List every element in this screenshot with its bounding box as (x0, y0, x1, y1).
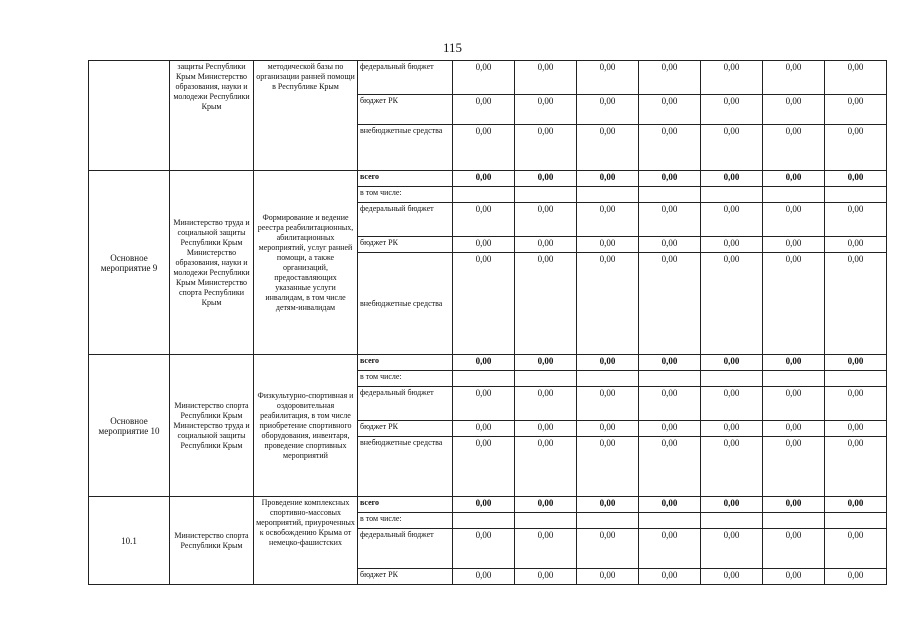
amount-cell: 0,00 (577, 497, 639, 513)
amount-cell: 0,00 (515, 529, 577, 569)
funding-source-label: федеральный бюджет (358, 529, 453, 569)
budget-table (88, 60, 887, 585)
amount-cell (825, 513, 887, 529)
amount-cell: 0,00 (825, 125, 887, 171)
amount-cell: 0,00 (515, 355, 577, 371)
amount-cell (763, 513, 825, 529)
table-row (89, 61, 887, 95)
amount-cell: 0,00 (763, 569, 825, 585)
amount-cell: 0,00 (763, 237, 825, 253)
amount-cell: 0,00 (515, 497, 577, 513)
amount-cell: 0,00 (453, 529, 515, 569)
amount-cell: 0,00 (701, 355, 763, 371)
amount-cell (515, 187, 577, 203)
amount-cell: 0,00 (515, 253, 577, 355)
amount-cell: 0,00 (515, 61, 577, 95)
amount-cell (701, 187, 763, 203)
amount-cell: 0,00 (701, 387, 763, 421)
amount-cell: 0,00 (577, 125, 639, 171)
amount-cell: 0,00 (825, 387, 887, 421)
amount-cell: 0,00 (515, 203, 577, 237)
activity-name (89, 61, 170, 171)
amount-cell: 0,00 (763, 253, 825, 355)
amount-cell (577, 187, 639, 203)
funding-source-label: бюджет РК (358, 95, 453, 125)
amount-cell: 0,00 (825, 529, 887, 569)
amount-cell: 0,00 (763, 203, 825, 237)
amount-cell: 0,00 (577, 355, 639, 371)
amount-cell: 0,00 (453, 497, 515, 513)
amount-cell: 0,00 (825, 253, 887, 355)
amount-cell: 0,00 (825, 171, 887, 187)
activity-description: методической базы по организации ранней помощи в Республике Крым (254, 61, 358, 171)
funding-source-label: бюджет РК (358, 237, 453, 253)
amount-cell: 0,00 (577, 171, 639, 187)
amount-cell: 0,00 (639, 569, 701, 585)
amount-cell: 0,00 (577, 437, 639, 497)
amount-cell: 0,00 (701, 237, 763, 253)
amount-cell: 0,00 (577, 421, 639, 437)
table-row (89, 497, 887, 513)
responsible-executor: защиты Республики Крым Министерство образования, науки и молодежи Республики Крым (170, 61, 254, 171)
amount-cell: 0,00 (639, 355, 701, 371)
amount-cell (701, 513, 763, 529)
amount-cell: 0,00 (453, 171, 515, 187)
amount-cell: 0,00 (639, 497, 701, 513)
activity-description: Формирование и ведение реестра реабилитационных, абилитационных мероприятий, услуг ранней помощи, а также организаций, предоставляющих указанные услуги инвалидам, в том числе детям-инвалидам (254, 171, 358, 355)
activity-name: Основное мероприятие 9 (89, 171, 170, 355)
amount-cell (639, 371, 701, 387)
amount-cell: 0,00 (515, 171, 577, 187)
funding-source-label: в том числе: (358, 371, 453, 387)
amount-cell: 0,00 (701, 569, 763, 585)
amount-cell: 0,00 (763, 95, 825, 125)
amount-cell: 0,00 (825, 569, 887, 585)
amount-cell: 0,00 (577, 253, 639, 355)
amount-cell: 0,00 (515, 95, 577, 125)
funding-source-label: федеральный бюджет (358, 387, 453, 421)
amount-cell: 0,00 (453, 95, 515, 125)
amount-cell (763, 371, 825, 387)
amount-cell: 0,00 (763, 437, 825, 497)
funding-source-label: федеральный бюджет (358, 203, 453, 237)
amount-cell (515, 513, 577, 529)
amount-cell: 0,00 (577, 529, 639, 569)
amount-cell: 0,00 (639, 203, 701, 237)
amount-cell: 0,00 (639, 95, 701, 125)
amount-cell: 0,00 (515, 437, 577, 497)
amount-cell: 0,00 (577, 387, 639, 421)
amount-cell: 0,00 (639, 171, 701, 187)
amount-cell: 0,00 (825, 95, 887, 125)
amount-cell: 0,00 (577, 61, 639, 95)
amount-cell: 0,00 (639, 237, 701, 253)
amount-cell: 0,00 (701, 497, 763, 513)
amount-cell: 0,00 (453, 253, 515, 355)
funding-source-label: внебюджетные средства (358, 437, 453, 497)
amount-cell: 0,00 (701, 421, 763, 437)
amount-cell: 0,00 (763, 125, 825, 171)
amount-cell: 0,00 (701, 203, 763, 237)
amount-cell: 0,00 (515, 237, 577, 253)
amount-cell: 0,00 (577, 203, 639, 237)
amount-cell: 0,00 (701, 95, 763, 125)
amount-cell (639, 513, 701, 529)
amount-cell (825, 187, 887, 203)
amount-cell: 0,00 (453, 203, 515, 237)
amount-cell: 0,00 (453, 387, 515, 421)
amount-cell: 0,00 (701, 529, 763, 569)
amount-cell: 0,00 (763, 497, 825, 513)
amount-cell (639, 187, 701, 203)
amount-cell: 0,00 (763, 529, 825, 569)
amount-cell: 0,00 (825, 421, 887, 437)
amount-cell: 0,00 (453, 437, 515, 497)
amount-cell: 0,00 (825, 497, 887, 513)
funding-source-label: бюджет РК (358, 569, 453, 585)
amount-cell: 0,00 (701, 125, 763, 171)
amount-cell (577, 513, 639, 529)
amount-cell: 0,00 (701, 253, 763, 355)
funding-source-label: в том числе: (358, 187, 453, 203)
funding-source-label: внебюджетные средства (358, 253, 453, 355)
amount-cell: 0,00 (825, 437, 887, 497)
amount-cell: 0,00 (763, 355, 825, 371)
amount-cell: 0,00 (577, 95, 639, 125)
amount-cell (763, 187, 825, 203)
activity-name: Основное мероприятие 10 (89, 355, 170, 497)
amount-cell (577, 371, 639, 387)
amount-cell: 0,00 (763, 421, 825, 437)
amount-cell: 0,00 (763, 171, 825, 187)
amount-cell: 0,00 (639, 125, 701, 171)
amount-cell: 0,00 (639, 61, 701, 95)
amount-cell (453, 187, 515, 203)
funding-source-label: федеральный бюджет (358, 61, 453, 95)
table-row (89, 355, 887, 371)
amount-cell: 0,00 (515, 125, 577, 171)
amount-cell: 0,00 (701, 437, 763, 497)
amount-cell: 0,00 (639, 437, 701, 497)
amount-cell: 0,00 (515, 387, 577, 421)
amount-cell: 0,00 (515, 569, 577, 585)
funding-source-label: внебюджетные средства (358, 125, 453, 171)
amount-cell: 0,00 (453, 355, 515, 371)
amount-cell: 0,00 (825, 237, 887, 253)
amount-cell: 0,00 (763, 387, 825, 421)
amount-cell: 0,00 (639, 387, 701, 421)
amount-cell: 0,00 (453, 569, 515, 585)
amount-cell: 0,00 (763, 61, 825, 95)
amount-cell: 0,00 (515, 421, 577, 437)
activity-description: Проведение комплексных спортивно-массовых мероприятий, приуроченных к освобождению Крыма от немецко-фашистских (254, 497, 358, 585)
responsible-executor: Министерство спорта Республики Крым Министерство труда и социальной защиты Республики Крым (170, 355, 254, 497)
activity-name: 10.1 (89, 497, 170, 585)
amount-cell (825, 371, 887, 387)
amount-cell: 0,00 (701, 171, 763, 187)
activity-description: Физкультурно-спортивная и оздоровительная реабилитация, в том числе приобретение спортивного оборудования, инвентаря, проведение спортивных мероприятий (254, 355, 358, 497)
amount-cell: 0,00 (825, 203, 887, 237)
funding-source-label: всего (358, 355, 453, 371)
responsible-executor: Министерство труда и социальной защиты Республики Крым Министерство образования, науки и молодежи Республики Крым Министерство спорта Республики Крым (170, 171, 254, 355)
amount-cell (515, 371, 577, 387)
funding-source-label: бюджет РК (358, 421, 453, 437)
amount-cell: 0,00 (453, 237, 515, 253)
page-number: 115 (442, 40, 463, 55)
amount-cell (453, 513, 515, 529)
table-row (89, 171, 887, 187)
funding-source-label: в том числе: (358, 513, 453, 529)
amount-cell (453, 371, 515, 387)
amount-cell: 0,00 (825, 355, 887, 371)
amount-cell: 0,00 (453, 61, 515, 95)
amount-cell (701, 371, 763, 387)
amount-cell: 0,00 (701, 61, 763, 95)
table-body (89, 61, 887, 585)
amount-cell: 0,00 (639, 529, 701, 569)
amount-cell: 0,00 (453, 421, 515, 437)
amount-cell: 0,00 (577, 569, 639, 585)
amount-cell: 0,00 (453, 125, 515, 171)
amount-cell: 0,00 (825, 61, 887, 95)
amount-cell: 0,00 (577, 237, 639, 253)
amount-cell: 0,00 (639, 253, 701, 355)
funding-source-label: всего (358, 171, 453, 187)
funding-source-label: всего (358, 497, 453, 513)
amount-cell: 0,00 (639, 421, 701, 437)
responsible-executor: Министерство спорта Республики Крым (170, 497, 254, 585)
